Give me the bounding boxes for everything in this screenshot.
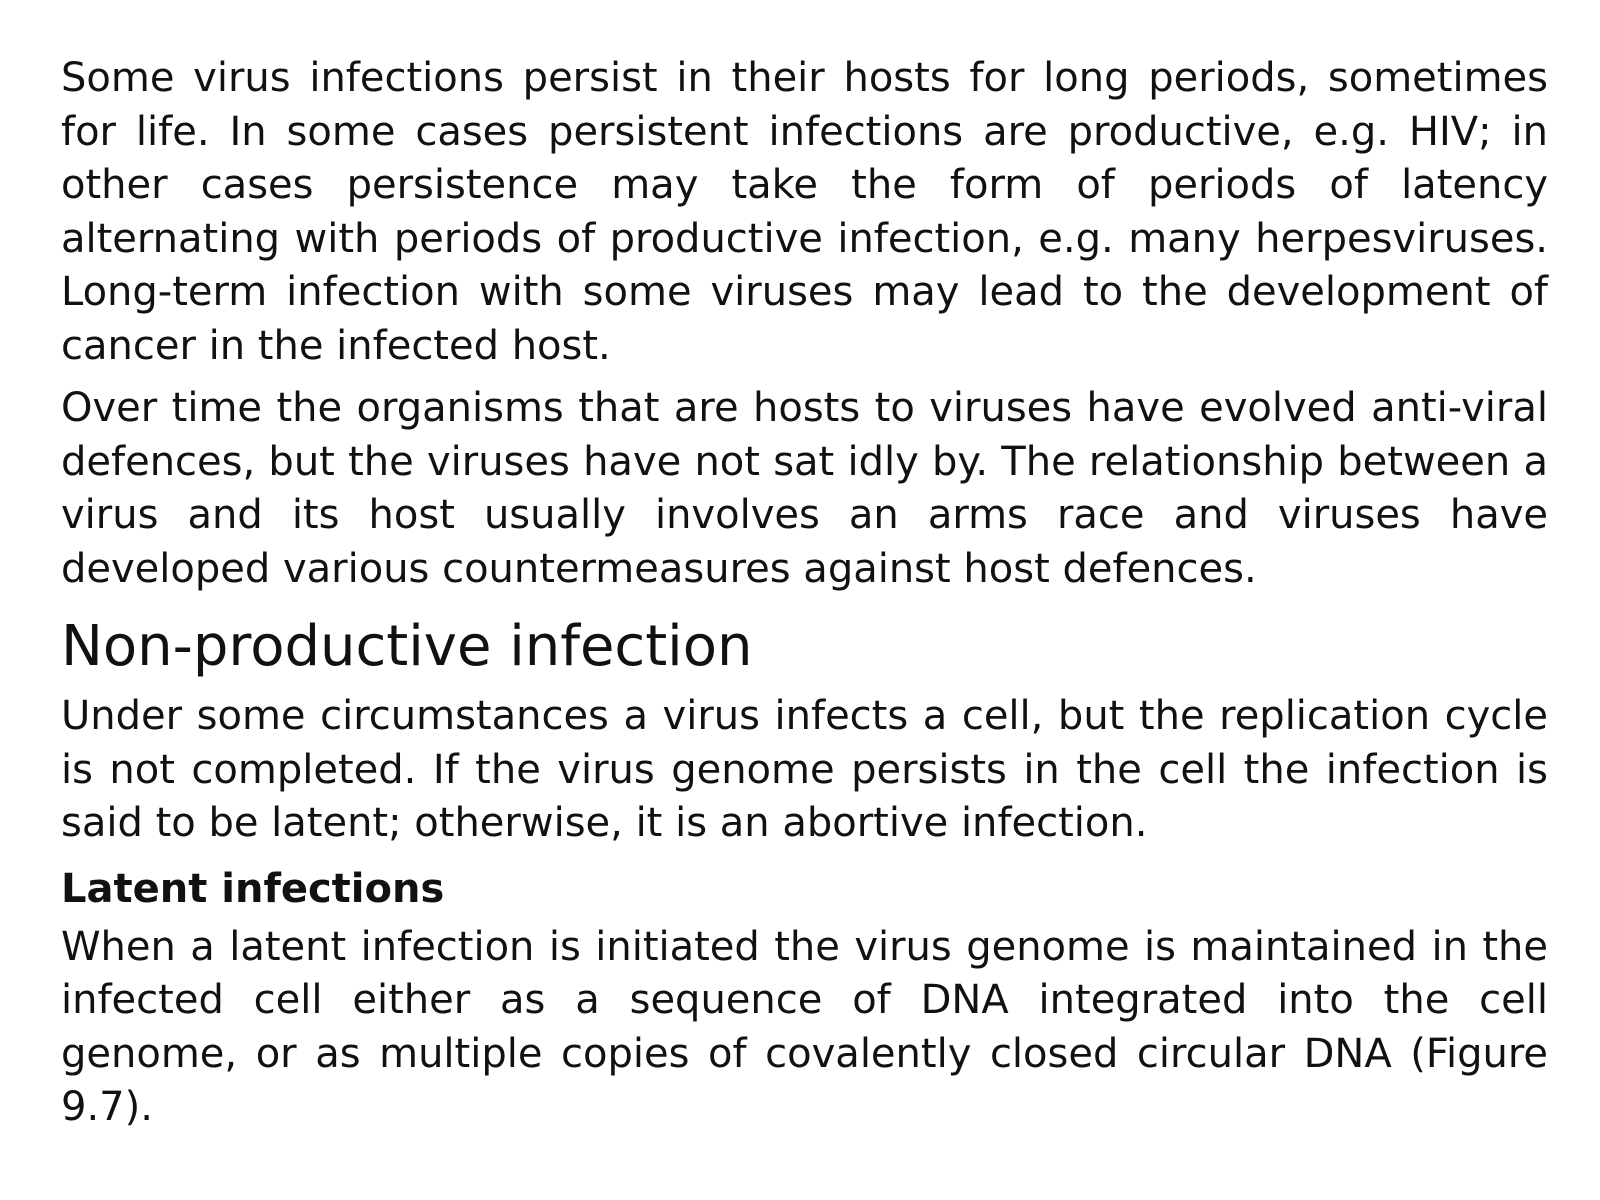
section-heading-non-productive-infection: Non-productive infection	[61, 614, 753, 679]
paragraph-antiviral-defences: Over time the organisms that are hosts to viruses have evolved anti-viral defences, but the viruses have not sat idly by. The relationship between a virus and its host usually involves an arms race and viruses have developed various countermeasures against host defences.	[61, 385, 1548, 592]
document-page	[61, 52, 1548, 1135]
paragraph-latent-infections: When a latent infection is initiated the virus genome is maintained in the infected cell either as a sequence of DNA integrated into the cell genome, or as multiple copies of covalently closed circular DNA (Figure 9.7).	[61, 923, 1548, 1130]
paragraph-persistent-infections: Some virus infections persist in their hosts for long periods, sometimes for life. In some cases persistent infections are productive, e.g. HIV; in other cases persistence may take the form of periods of latency alternating with periods of productive infection, e.g. many herpesviruses. Long-term infection with some viruses may lead to the development of cancer in the infected host.	[61, 55, 1548, 369]
paragraph-non-productive-infection: Under some circumstances a virus infects a cell, but the replication cycle is not completed. If the virus genome persists in the cell the infection is said to be latent; otherwise, it is an abortive infection.	[61, 693, 1548, 846]
subsection-heading-latent-infections: Latent infections	[61, 865, 445, 912]
